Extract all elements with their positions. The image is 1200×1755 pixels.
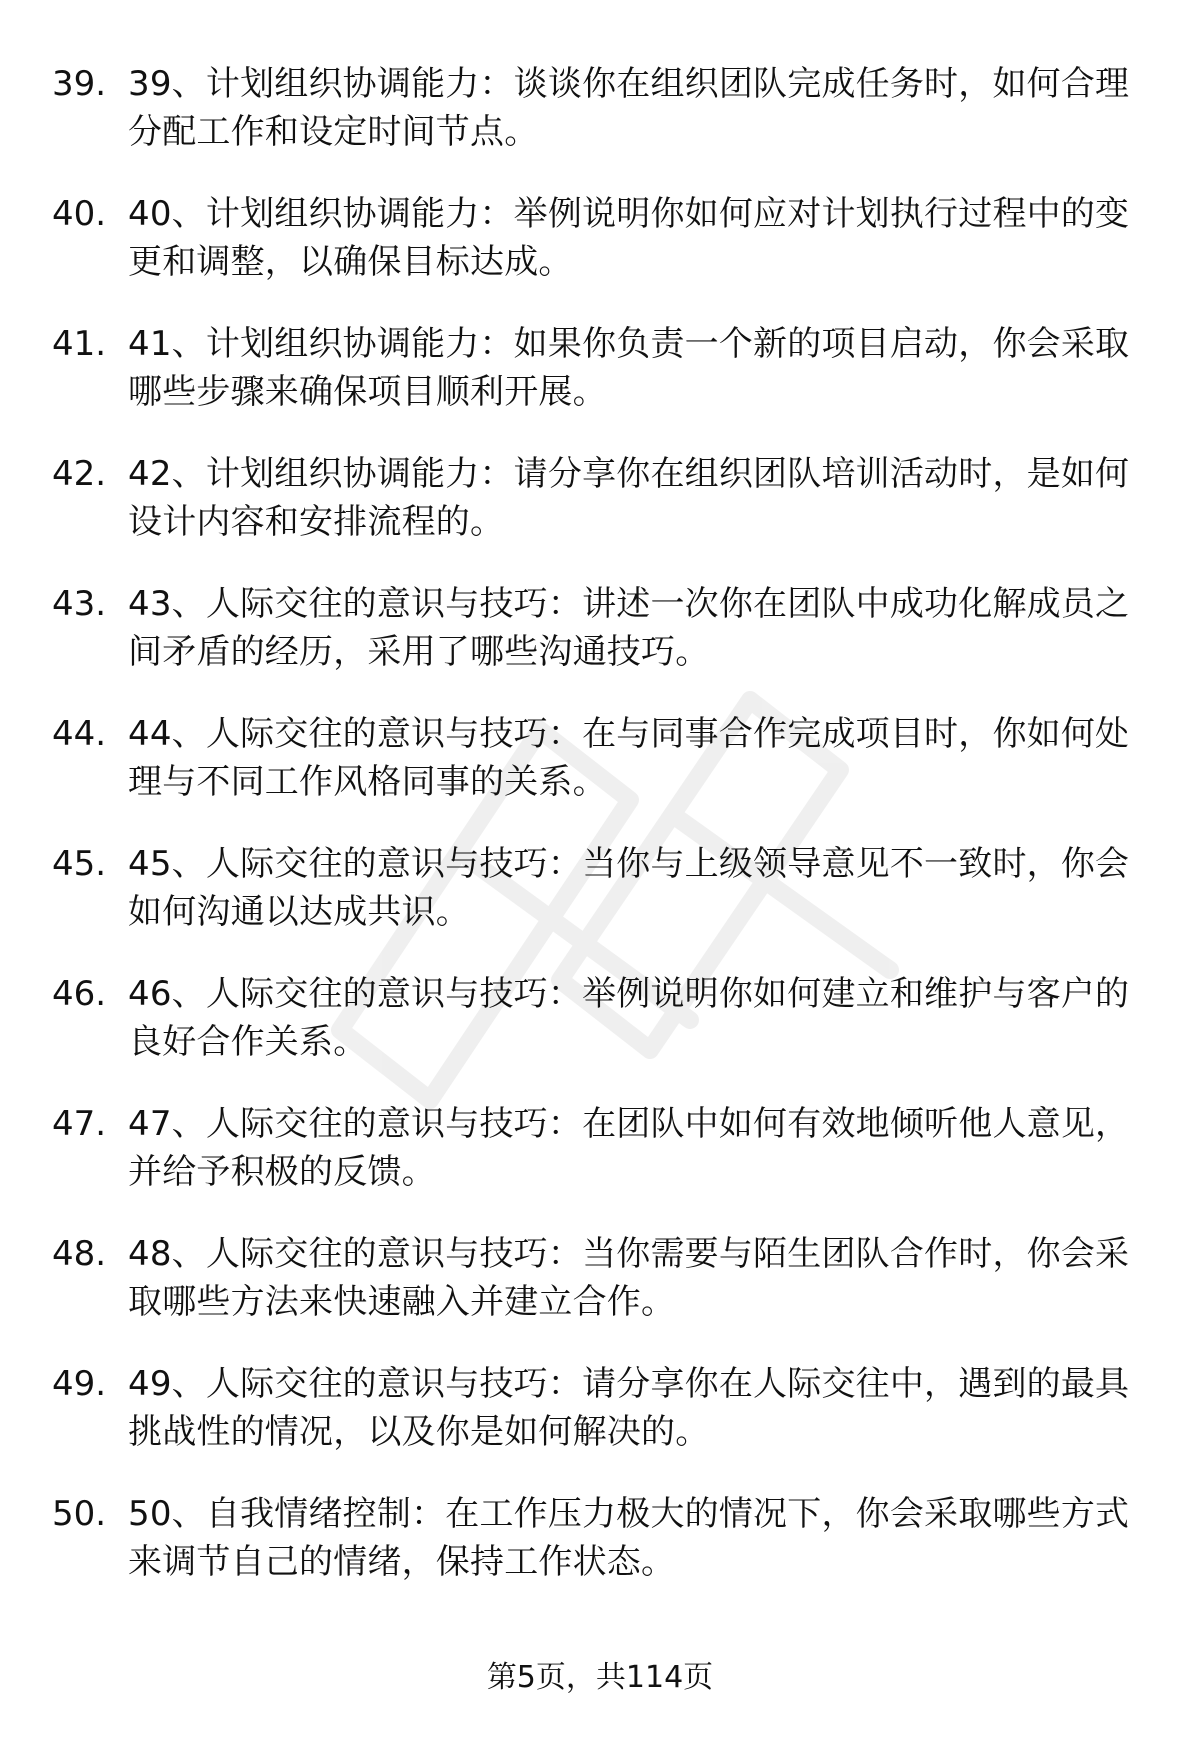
question-number: 47. (52, 1104, 107, 1144)
question-number: 43. (52, 584, 107, 624)
question-number: 41. (52, 324, 107, 364)
list-item (52, 450, 1152, 580)
question-text: 44、人际交往的意识与技巧：在与同事合作完成项目时，你如何处理与不同工作风格同事的关系。 (128, 714, 1130, 802)
list-item (52, 190, 1152, 320)
list-item (52, 1360, 1152, 1490)
list-item (52, 1490, 1152, 1620)
list-item (52, 840, 1152, 970)
question-text: 50、自我情绪控制：在工作压力极大的情况下，你会采取哪些方式来调节自己的情绪，保持工作状态。 (128, 1494, 1130, 1582)
list-item (52, 1100, 1152, 1230)
list-item (52, 710, 1152, 840)
question-text: 40、计划组织协调能力：举例说明你如何应对计划执行过程中的变更和调整，以确保目标达成。 (128, 194, 1130, 282)
list-item (52, 320, 1152, 450)
page-footer: 第5页，共114页 (486, 1660, 714, 1695)
list-item (52, 970, 1152, 1100)
question-text: 39、计划组织协调能力：谈谈你在组织团队完成任务时，如何合理分配工作和设定时间节点。 (128, 64, 1130, 152)
list-item (52, 60, 1152, 190)
question-text: 49、人际交往的意识与技巧：请分享你在人际交往中，遇到的最具挑战性的情况，以及你是如何解决的。 (128, 1364, 1130, 1452)
question-number: 48. (52, 1234, 107, 1274)
question-number: 42. (52, 454, 107, 494)
question-number: 39. (52, 64, 107, 104)
question-text: 41、计划组织协调能力：如果你负责一个新的项目启动，你会采取哪些步骤来确保项目顺利开展。 (128, 324, 1130, 412)
question-text: 46、人际交往的意识与技巧：举例说明你如何建立和维护与客户的良好合作关系。 (128, 974, 1130, 1062)
question-text: 42、计划组织协调能力：请分享你在组织团队培训活动时，是如何设计内容和安排流程的。 (128, 454, 1130, 542)
question-number: 46. (52, 974, 107, 1014)
question-text: 47、人际交往的意识与技巧：在团队中如何有效地倾听他人意见，并给予积极的反馈。 (128, 1104, 1130, 1192)
list-item (52, 1230, 1152, 1360)
question-text: 45、人际交往的意识与技巧：当你与上级领导意见不一致时，你会如何沟通以达成共识。 (128, 844, 1130, 932)
question-number: 44. (52, 714, 107, 754)
question-number: 49. (52, 1364, 107, 1404)
question-text: 48、人际交往的意识与技巧：当你需要与陌生团队合作时，你会采取哪些方法来快速融入并建立合作。 (128, 1234, 1130, 1322)
question-list (52, 60, 1152, 1620)
question-text: 43、人际交往的意识与技巧：讲述一次你在团队中成功化解成员之间矛盾的经历，采用了哪些沟通技巧。 (128, 584, 1130, 672)
list-item (52, 580, 1152, 710)
question-number: 45. (52, 844, 107, 884)
question-number: 50. (52, 1494, 107, 1534)
question-number: 40. (52, 194, 107, 234)
